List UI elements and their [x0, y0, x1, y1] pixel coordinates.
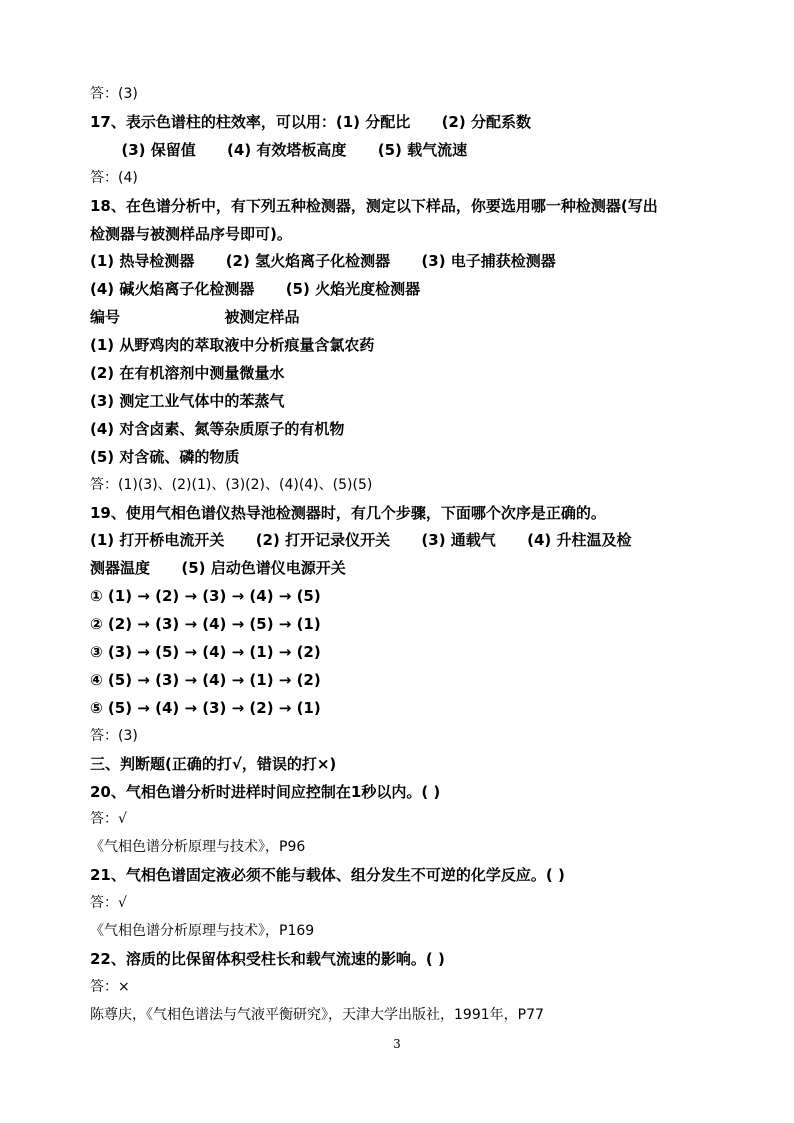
- reference: 《气相色谱分析原理与技术》，P96: [90, 839, 306, 856]
- answer-line: 答：(3): [90, 727, 138, 744]
- answer-line: 答：(4): [90, 169, 138, 186]
- answer-line: 答：(1)(3)、(2)(1)、(3)(2)、(4)(4)、(5)(5): [90, 476, 373, 493]
- option-1: ① (1) → (2) → (3) → (4) → (5): [90, 587, 321, 606]
- answer-line: 答：×: [90, 978, 130, 995]
- option-4: ④ (5) → (3) → (4) → (1) → (2): [90, 670, 321, 689]
- option-3: ③ (3) → (5) → (4) → (1) → (2): [90, 643, 321, 661]
- section-heading: 三、判断题(正确的打√，错误的打×): [90, 754, 337, 773]
- question-18-detectors: (1) 热导检测器 (2) 氢火焰离子化检测器 (3) 电子捕获检测器: [90, 252, 556, 271]
- reference: 《气相色谱分析原理与技术》，P169: [90, 923, 315, 939]
- question-19: 19、使用气相色谱仪热导池检测器时，有几个步骤，下面哪个次序是正确的。: [90, 503, 606, 522]
- sample-item: (2) 在有机溶剂中测量微量水: [90, 364, 285, 382]
- question-19-steps: (1) 打开桥电流开关 (2) 打开记录仪开关 (3) 通载气 (4) 升柱温及检: [90, 531, 632, 550]
- question-21: 21、气相色谱固定液必须不能与载体、组分发生不可逆的化学反应。( ): [90, 866, 565, 885]
- question-22: 22、溶质的比保留体积受柱长和载气流速的影响。( ): [90, 949, 445, 968]
- table-header: 编号 被测定样品: [90, 308, 300, 327]
- reference: 陈尊庆，《气相色谱法与气液平衡研究》，天津大学出版社，1991年，P77: [90, 1006, 544, 1023]
- option-2: ② (2) → (3) → (4) → (5) → (1): [90, 615, 321, 634]
- question-17-options: (3) 保留值 (4) 有效塔板高度 (5) 载气流速: [90, 140, 468, 159]
- question-19-steps-2: 测器温度 (5) 启动色谱仪电源开关: [90, 559, 346, 578]
- sample-item: (3) 测定工业气体中的苯蒸气: [90, 391, 285, 410]
- page-number: 3: [393, 1037, 401, 1051]
- question-18: 18、在色谱分析中，有下列五种检测器，测定以下样品，你要选用哪一种检测器(写出: [90, 196, 658, 215]
- answer-line: 答：√: [90, 895, 127, 912]
- sample-item: (1) 从野鸡肉的萃取液中分析痕量含氯农药: [90, 336, 375, 355]
- answer-line: 答：√: [90, 811, 127, 828]
- sample-item: (5) 对含硫、磷的物质: [90, 447, 240, 466]
- option-5: ⑤ (5) → (4) → (3) → (2) → (1): [90, 698, 321, 717]
- question-17: 17、表示色谱柱的柱效率，可以用：(1) 分配比 (2) 分配系数: [90, 112, 531, 131]
- question-18-cont: 检测器与被测样品序号即可)。: [90, 224, 292, 243]
- question-18-detectors-2: (4) 碱火焰离子化检测器 (5) 火焰光度检测器: [90, 280, 421, 299]
- question-20: 20、气相色谱分析时进样时间应控制在1秒以内。( ): [90, 782, 441, 801]
- sample-item: (4) 对含卤素、氮等杂质原子的有机物: [90, 419, 345, 438]
- answer-line: 答：(3): [90, 86, 138, 102]
